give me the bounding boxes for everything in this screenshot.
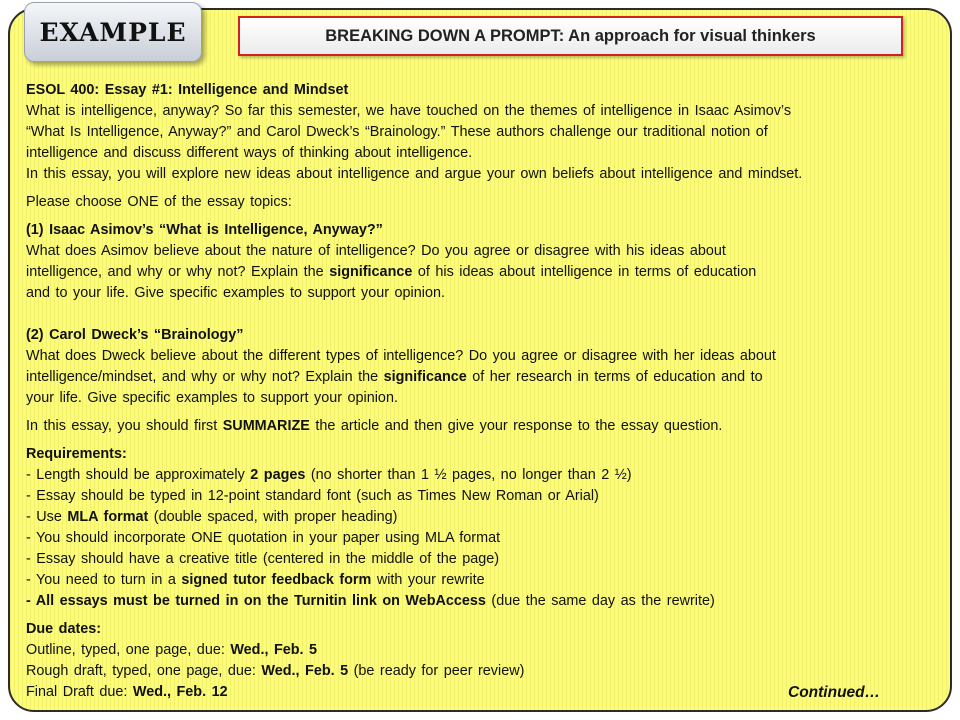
- requirement-item: [26, 591, 938, 612]
- topic-1-title: (1) Isaac Asimov’s “What is Intelligence, Anyway?”: [26, 222, 383, 238]
- text: - Use: [26, 509, 68, 525]
- text: Rough draft, typed, one page, due:: [26, 663, 262, 679]
- intro-line: “What Is Intelligence, Anyway?” and Carol Dweck’s “Brainology.” These authors challenge our traditional notion of: [26, 124, 768, 140]
- due-date-item: [26, 640, 938, 661]
- emphasis: - All essays must be turned in on the Turnitin link on WebAccess: [26, 593, 486, 609]
- requirements-heading: Requirements:: [26, 446, 127, 462]
- text: with your rewrite: [371, 572, 485, 588]
- summary-instruction: [26, 416, 938, 437]
- emphasis: MLA format: [67, 509, 149, 525]
- intro-line: intelligence and discuss different ways of thinking about intelligence.: [26, 145, 473, 161]
- text: of her research in terms of education and to: [466, 369, 763, 385]
- topic-1-line: [26, 262, 938, 283]
- requirement-item: [26, 570, 938, 591]
- text: (no shorter than 1 ½ pages, no longer than 2 ½): [305, 467, 632, 483]
- text: the article and then give your response to the essay question.: [309, 418, 723, 434]
- topic-2-title: (2) Carol Dweck’s “Brainology”: [26, 327, 244, 343]
- emphasis: 2 pages: [250, 467, 306, 483]
- topic-2-line: [26, 367, 938, 388]
- requirement-item: - Essay should have a creative title (centered in the middle of the page): [26, 551, 500, 567]
- text: (due the same day as the rewrite): [485, 593, 715, 609]
- prompt-content: [26, 80, 938, 703]
- topic-1-line: and to your life. Give specific examples to support your opinion.: [26, 285, 445, 301]
- topic-2-line: What does Dweck believe about the different types of intelligence? Do you agree or disagree with her ideas about: [26, 348, 776, 364]
- requirement-item: [26, 507, 938, 528]
- continued-label: Continued…: [788, 684, 881, 701]
- date: Wed., Feb. 12: [132, 684, 228, 700]
- requirement-item: - You should incorporate ONE quotation in your paper using MLA format: [26, 530, 501, 546]
- text: - Length should be approximately: [26, 467, 251, 483]
- topic-1-line: What does Asimov believe about the nature of intelligence? Do you agree or disagree with his ideas about: [26, 243, 726, 259]
- requirement-item: [26, 465, 938, 486]
- text: intelligence/mindset, and why or why not? Explain the: [26, 369, 384, 385]
- emphasis: significance: [383, 369, 467, 385]
- text: Final Draft due:: [26, 684, 133, 700]
- text: - You need to turn in a: [26, 572, 182, 588]
- due-date-item: [26, 661, 938, 682]
- choose-instruction: Please choose ONE of the essay topics:: [26, 194, 292, 210]
- emphasis: signed tutor feedback form: [181, 572, 372, 588]
- text: (be ready for peer review): [348, 663, 525, 679]
- emphasis: significance: [329, 264, 413, 280]
- emphasis: SUMMARIZE: [222, 418, 310, 434]
- topic-2-line: your life. Give specific examples to support your opinion.: [26, 390, 398, 406]
- text: (double spaced, with proper heading): [148, 509, 398, 525]
- text: Outline, typed, one page, due:: [26, 642, 231, 658]
- requirement-item: - Essay should be typed in 12-point standard font (such as Times New Roman or Arial): [26, 488, 599, 504]
- date: Wed., Feb. 5: [261, 663, 349, 679]
- intro-line: What is intelligence, anyway? So far this semester, we have touched on the themes of intelligence in Isaac Asimov’s: [26, 103, 792, 119]
- example-tag: EXAMPLE: [24, 2, 202, 62]
- intro-line: In this essay, you will explore new ideas about intelligence and argue your own beliefs about intelligence and mindset.: [26, 166, 803, 182]
- text: of his ideas about intelligence in terms of education: [412, 264, 757, 280]
- title-banner: BREAKING DOWN A PROMPT: An approach for visual thinkers: [238, 16, 903, 56]
- text: intelligence, and why or why not? Explain the: [26, 264, 330, 280]
- text: In this essay, you should first: [26, 418, 223, 434]
- date: Wed., Feb. 5: [230, 642, 318, 658]
- course-heading: ESOL 400: Essay #1: Intelligence and Mindset: [26, 82, 349, 98]
- due-dates-heading: Due dates:: [26, 621, 102, 637]
